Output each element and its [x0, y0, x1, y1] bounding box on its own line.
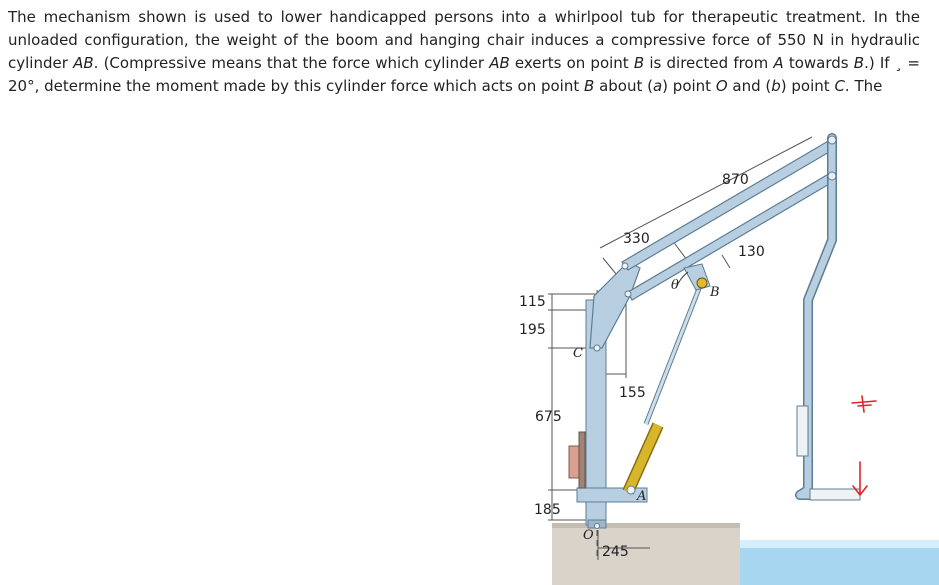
text-segment: ) point [780, 77, 835, 95]
control-box-cable [579, 432, 585, 488]
annotation-F-symbol [852, 396, 876, 412]
dim-115: 115 [519, 294, 546, 310]
var-O: O [715, 77, 728, 95]
pin-boom [625, 291, 631, 297]
pin-C [594, 345, 600, 351]
text-segment: . (Compressive means that the force which cylinder [93, 54, 490, 72]
dim-870: 870 [722, 172, 749, 188]
label-theta: θ [671, 278, 679, 293]
dim-675: 675 [535, 409, 562, 425]
text-segment: is directed from [644, 54, 774, 72]
text-segment: about ( [594, 77, 653, 95]
var-B: B [853, 54, 865, 72]
label-O: O [583, 528, 594, 543]
bracket-plate [590, 262, 640, 348]
chair-seat [810, 489, 860, 500]
pin-A [627, 486, 635, 494]
text-segment: . The [844, 77, 883, 95]
var-A: A [773, 54, 784, 72]
boom-lower-arm [628, 172, 836, 300]
boom-upper-arm [622, 140, 836, 270]
red-annotation [852, 396, 876, 495]
var-a: a [652, 77, 663, 95]
label-B: B [710, 285, 720, 300]
text-segment: The mechanism shown is used to lower handicapped persons into a whirlpool tub for therapeutic treatment. In the unloaded configuration, the weight of the boom and hanging chair induces a compressive force of 550 N in hydraulic cylinder [8, 8, 920, 72]
dim-245: 245 [602, 544, 629, 560]
chair-mid-pin [828, 172, 836, 180]
dim-130: 130 [738, 244, 765, 260]
floor-slab [552, 525, 740, 585]
floor-slab-top [552, 523, 740, 528]
text-segment: towards [783, 54, 854, 72]
dim-195: 195 [519, 322, 546, 338]
text-segment: exerts on point [509, 54, 634, 72]
text-segment: .) If ¸ = 20°, determine the moment made by this cylinder force which acts on point [8, 54, 920, 95]
hydraulic-cylinder-body [628, 425, 658, 492]
var-b: b [771, 77, 781, 95]
var-C: C [834, 77, 845, 95]
pin-B [697, 278, 707, 288]
cylinder-rod-highlight [646, 286, 700, 424]
pin-top-bracket [622, 263, 628, 269]
text-segment: ) point [662, 77, 716, 95]
label-C: C [573, 346, 583, 361]
dim-185: 185 [534, 502, 561, 518]
label-A: A [637, 489, 647, 504]
chair-handle [797, 406, 808, 456]
tub-water-highlight [740, 540, 939, 548]
chair-top-pin [828, 136, 836, 144]
dim-155: 155 [619, 385, 646, 401]
var-B: B [584, 77, 595, 95]
dim-330: 330 [623, 231, 650, 247]
text-segment: and ( [727, 77, 772, 95]
var-AB: AB [489, 54, 510, 72]
var-AB: AB [73, 54, 94, 72]
var-B: B [633, 54, 645, 72]
pin-O [595, 524, 600, 529]
